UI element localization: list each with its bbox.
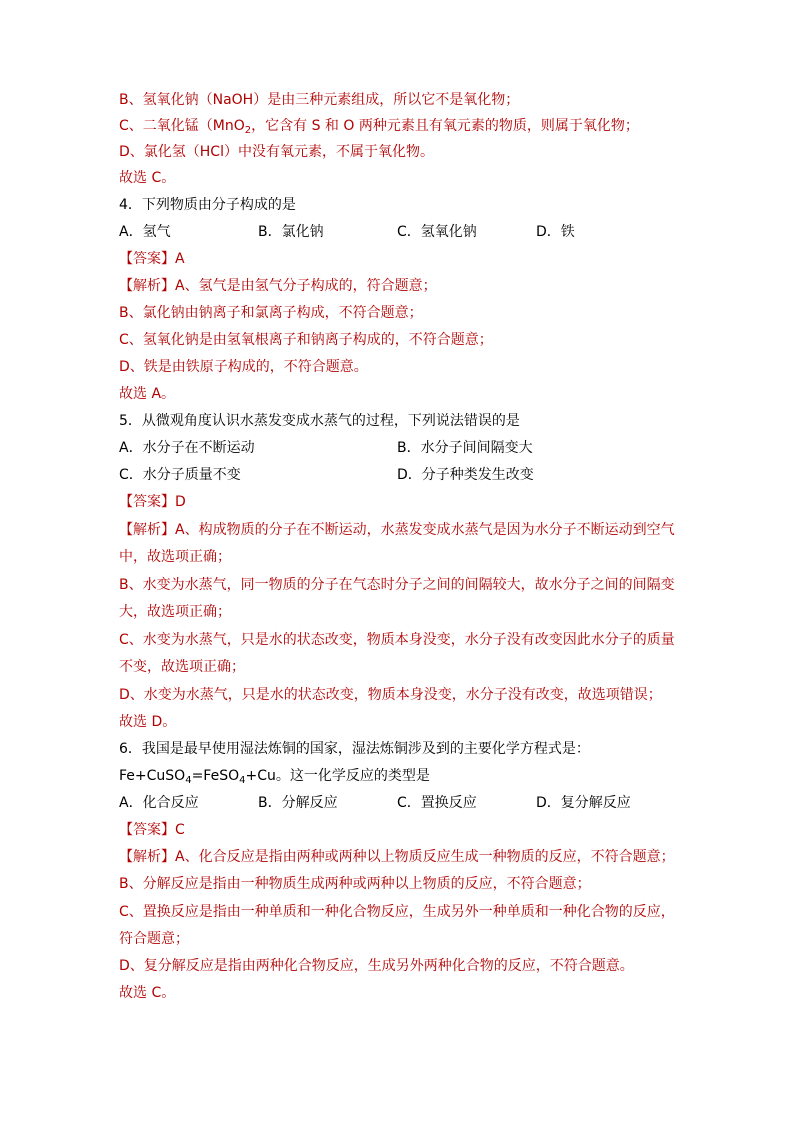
q5-explain-line: 中，故选项正确；: [119, 549, 231, 565]
q5-options-row2: [119, 465, 699, 485]
q5-option-d: D．分子种类发生改变: [397, 467, 534, 483]
q5-explain-line: 不变，故选项正确；: [119, 659, 245, 675]
q6-conclusion: 故选 C。: [119, 985, 176, 1001]
q4-options: [119, 222, 699, 242]
q6-equation: Fe+CuSO$_4$=FeSO$_4$+Cu。这一化学反应的类型是: [119, 768, 430, 786]
q3-explain-c: C、二氧化锰（MnO$_2$，它含有 S 和 O 两种元素且有氧元素的物质，则属于氧化物；: [119, 118, 639, 136]
q4-option-b: B．氯化钠: [258, 224, 324, 240]
q6-option-a: A．化合反应: [119, 795, 199, 811]
q6-stem: 6．我国是最早使用湿法炼铜的国家，湿法炼铜涉及到的主要化学方程式是：: [119, 741, 590, 757]
q4-answer: 【答案】A: [119, 251, 185, 267]
q4-option-a: A．氢气: [119, 224, 171, 240]
q5-explain-line: 大，故选项正确；: [119, 604, 231, 620]
q6-explain-line: 【解析】A、化合反应是指由两种或两种以上物质反应生成一种物质的反应，不符合题意；: [119, 849, 675, 865]
q3-explain-d: D、氯化氢（HCl）中没有氧元素，不属于氧化物。: [119, 144, 434, 160]
q4-option-c: C．氢氧化钠: [397, 224, 477, 240]
q5-explain-line: 【解析】A、构成物质的分子在不断运动，水蒸发变成水蒸气是因为水分子不断运动到空气: [119, 522, 675, 538]
q6-answer: 【答案】C: [119, 822, 185, 838]
q6-explain-line: C、置换反应是指由一种单质和一种化合物反应，生成另外一种单质和一种化合物的反应，: [119, 904, 675, 920]
q5-option-c: C．水分子质量不变: [119, 467, 241, 483]
q6-option-b: B．分解反应: [258, 795, 338, 811]
q5-conclusion: 故选 D。: [119, 714, 177, 730]
q6-explain-line: D、复分解反应是指由两种化合物反应，生成另外两种化合物的反应，不符合题意。: [119, 958, 634, 974]
q3-explain-b: B、氢氧化钠（NaOH）是由三种元素组成，所以它不是氧化物；: [119, 92, 520, 108]
q4-explain-line: C、氢氧化钠是由氢氧根离子和钠离子构成的，不符合题意；: [119, 332, 493, 348]
q5-option-b: B．水分子间间隔变大: [397, 440, 533, 456]
q6-option-c: C．置换反应: [397, 795, 477, 811]
q4-explain-line: D、铁是由铁原子构成的，不符合题意。: [119, 359, 368, 375]
q6-explain-line: B、分解反应是指由一种物质生成两种或两种以上物质的反应，不符合题意；: [119, 876, 591, 892]
q5-stem: 5．从微观角度认识水蒸发变成水蒸气的过程，下列说法错误的是: [119, 413, 520, 429]
q4-stem: 4．下列物质由分子构成的是: [119, 197, 296, 213]
q6-options: [119, 793, 699, 813]
q6-explain-line: 符合题意；: [119, 931, 189, 947]
q6-option-d: D．复分解反应: [536, 795, 631, 811]
q5-answer: 【答案】D: [119, 494, 186, 510]
q3-conclusion: 故选 C。: [119, 170, 176, 186]
q5-explain-line: D、水变为水蒸气，只是水的状态改变，物质本身没变，水分子没有改变，故选项错误；: [119, 687, 662, 703]
q5-option-a: A．水分子在不断运动: [119, 440, 255, 456]
q5-explain-line: C、水变为水蒸气，只是水的状态改变，物质本身没变，水分子没有改变因此水分子的质量: [119, 632, 675, 648]
q4-conclusion: 故选 A。: [119, 386, 176, 402]
q5-explain-line: B、水变为水蒸气，同一物质的分子在气态时分子之间的间隔较大，故水分子之间的间隔变: [119, 577, 675, 593]
q5-options-row1: [119, 438, 699, 458]
q4-explain-line: 【解析】A、氢气是由氢气分子构成的，符合题意；: [119, 278, 437, 294]
q4-option-d: D．铁: [536, 224, 575, 240]
q4-explain-line: B、氯化钠由钠离子和氯离子构成，不符合题意；: [119, 305, 423, 321]
